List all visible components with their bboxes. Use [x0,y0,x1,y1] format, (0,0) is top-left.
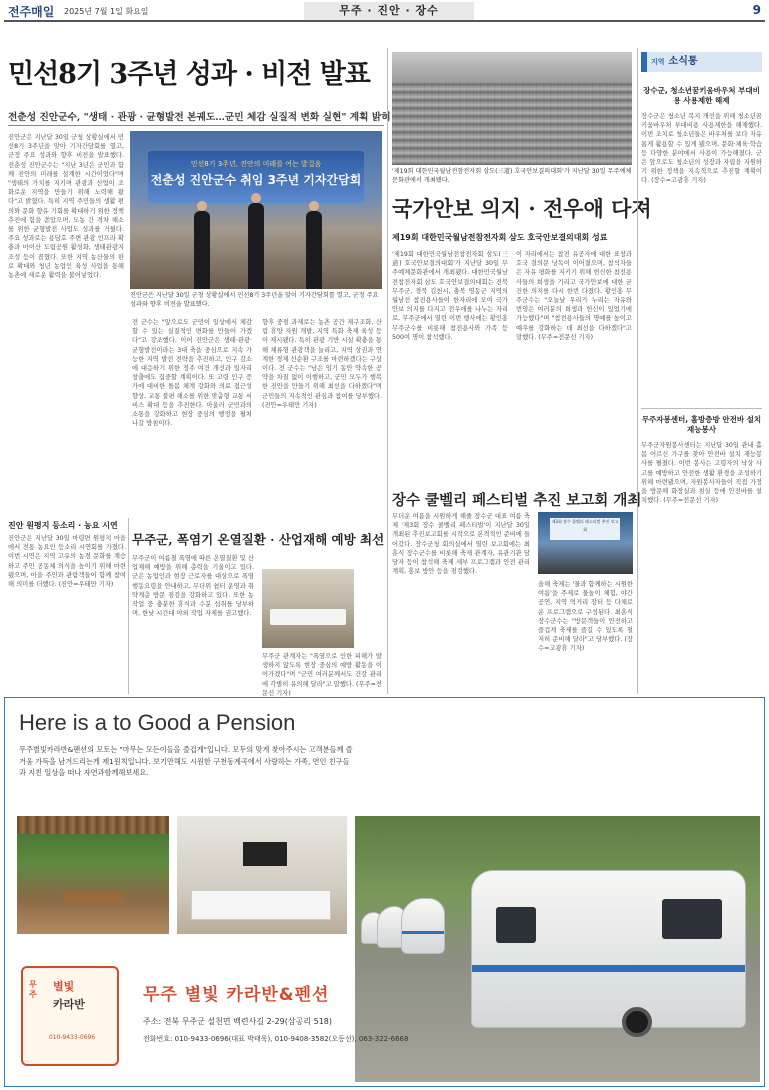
caravan [401,898,445,954]
farm-meeting-photo [262,569,354,648]
caravan-window [662,899,722,939]
jinan-box-headline: 진안 원평지 등소리 · 농요 시연 [8,521,118,530]
rally-photo-caption: '제19회 대한민국월남전참전자회 삼도(三道) 호국안보결의대회'가 지난달 30일 무주예체문화관에서 개최됐다. [392,168,632,184]
main-headline: 민선8기 3주년 성과 · 비전 발표 [8,59,370,90]
deck-photo [17,816,169,934]
page-header [4,2,765,22]
sidebar-item-2-title: 무주자봉센터, 홀방층방 안전바 설치 재능봉사 [641,415,762,434]
festival-screen: 제3회 장수 쿨벨리 페스티벌 추진 보고회 [550,518,620,540]
section-label: 무주 · 진안 · 장수 [304,2,474,20]
farm-column-2: 무주군 관계자는 "폭염으로 인한 피해가 발생하지 않도록 현장 중심의 예방 활동을 이어가겠다"며 "군민 여러분께서도 건강 관리에 각별히 유의해 달라"고 말했다. (무주=전문선 기자) [262,653,382,697]
sidebar-divider [641,408,762,409]
pergola [17,816,169,834]
column-divider [387,48,388,694]
person-figure [194,211,210,289]
main-column-2: 전 군수는 "앞으로도 군민이 일상에서 체감할 수 있는 실질적인 변화를 만들어 가겠다"고 강조했다. 이어 진안군은 생태·관광·균형발전이라는 3대 축을 중심으로 지속 가능한 지역 발전 전략을 추진하고, 인구 감소에 대응하기 위한 정주 여건 개선과 일자리 창출에도 집중할 계획이다. 또 고령 인구 증가에 대비한 돌봄 체계 강화와 의료 접근성 향상, 교통 불편 해소를 위한 맞춤형 교통 서비스 확대 등을 추진한다. 아울러 군민과의 소통을 강화하고 현장 중심의 행정을 펼쳐 나갈 방침이다. [132,319,252,428]
main-subhead: 전춘성 진안군수, "생태 · 관광 · 균형발전 본궤도…군민 체감 실질적 변화 실현" 계획 밝혀 [8,112,391,123]
festival-meeting-photo [538,512,633,574]
press-conference-photo [130,131,382,289]
pension-phone: 전화번호: 010-9433-0696(대표 박태욱), 010-9408-3582(오동선), 063-322-6668 [143,1035,409,1043]
farm-headline: 무주군, 폭염기 온열질환 · 산업재해 예방 최선 [132,532,385,547]
banner-small-text: 민선8기 3주년, 진안의 미래를 여는 발걸음 [190,160,322,168]
main-photo-caption: 진안군은 지난달 30일 군청 상황실에서 민선8기 3주년을 맞이 기자간담회를 열고, 군정 주요 성과와 향후 비전을 발표했다. [130,292,379,308]
page-number: 9 [752,3,761,17]
caravan-stripe [472,965,745,973]
festival-headline: 장수 쿨벨리 페스티벌 추진 보고회 개최 [392,492,642,509]
sidebar-header [641,52,762,72]
audience-rows [392,82,632,165]
caravan-photo [355,816,760,1082]
pension-name: 무주 별빛 카라반&펜션 [143,985,330,1005]
ad-title: Here is a to Good a Pension [19,710,296,735]
sidebar-item-2-body: 무주군자원봉사센터는 지난달 30일 관내 홀몸 어르신 가구를 찾아 안전바 설치 재능봉사를 펼쳤다. 이번 봉사는 고령자의 낙상 사고를 예방하고 안전한 생활 환경을 조성하기 위해 마련됐으며, 자원봉사자들이 직접 가정을 방문해 화장실과 침실 등에 안전바를 설치했다. (무주=전문선 기자) [641,442,762,505]
stage-area [392,52,632,82]
logo-vertical-text: 무주 [29,980,37,999]
festival-column-2: 올해 축제는 '물과 함께하는 시원한 여름'을 주제로 물놀이 체험, 야간 공연, 지역 먹거리 장터 등 다채로운 프로그램으로 구성된다. 최훈식 장수군수는 "방문객들이 안전하고 즐겁게 축제를 즐길 수 있도록 철저히 준비해 달라"고 당부했다. (장수=고광휴 기자) [538,581,633,653]
defense-headline: 국가안보 의지 · 전우애 다져 [392,196,652,221]
divider [8,125,384,126]
sidebar-item-1-body: 장수군은 청소년 복지 개선을 위해 청소년꿈키움바우처 부대비용 사용제한을 해제했다. 이번 조치로 청소년들은 바우처를 보다 자유롭게 활용할 수 있게 됐으며, 문화·체육·학습 등 다양한 분야에서 사용이 가능해졌다. 군은 앞으로도 청소년의 성장과 자립을 지원하기 위한 정책을 지속적으로 추진할 계획이다. (장수=고광휴 기자) [641,113,762,185]
person-figure [306,211,322,289]
veterans-rally-photo [392,52,632,165]
person-figure [248,203,264,289]
column-divider [637,48,638,694]
defense-subhead: 제19회 대한민국월남전참전자회 삼도 호국안보결의대회 성료 [392,233,608,242]
pension-address: 주소: 전북 무주군 설천면 백련사길 2-29(삼공리 518) [143,1017,332,1026]
sidebar-item-1-title: 장수군, 청소년꿈키움바우처 부대비용 사용제한 해제 [643,86,760,105]
sidebar-label-small: 지역 [651,58,665,66]
main-column-3: 향후 중점 과제로는 농촌 공간 재구조화, 산림 휴양 자원 개발, 지역 특화 축제 육성 등이 제시됐다. 특히 관광 기반 시설 확충을 통해 체류형 관광객을 늘리고, 지역 상권과 연계한 경제 선순환 구조를 마련하겠다는 구상이다. 전 군수는 "남은 임기 동안 약속한 공약을 차질 없이 이행하고, 군민 모두가 행복한 진안을 만들기 위해 최선을 다하겠다"며 군민들의 지속적인 관심과 참여를 당부했다. (진안=우태만 기자) [262,319,382,409]
logo-tel: 010-9433-0696 [48,1034,96,1041]
logo-line-1: 별빛 [53,980,75,993]
jinan-box-body: 진안군은 지난달 30일 마령면 원평지 마을에서 전통 농요인 등소리 시연회를 가졌다. 이번 시연은 지역 고유의 농경 문화를 계승하고 주민 공동체 의식을 높이기 위해 마련됐으며, 마을 주민과 관람객들이 함께 참여해 의미를 더했다. (진안=우태만 기자) [8,535,126,589]
caravan-stripe [402,931,444,934]
defense-column-2: 이 자리에서는 참전 유공자에 대한 표창과 호국 결의문 낭독이 이어졌으며, 참석자들은 자유 평화를 지키기 위해 헌신한 참전용사들의 희생을 기리고 국가안보에 대한 굳건한 의지를 다시 한번 다졌다. 황인홍 무주군수는 "오늘날 우리가 누리는 자유와 번영은 여러분의 희생과 헌신이 있었기에 가능했다"며 "참전용사들의 명예를 높이고 예우를 강화하는 데 최선을 다하겠다"고 말했다. (무주=전문선 기자) [516,251,632,341]
ad-intro: 무주별빛카라반&펜션의 모토는 "마무는 모든이들을 즐겁게"입니다. 모두의 맞게 찾아주시는 고객분들께 즐거움 가득을 남겨드리는게 제1원칙입니다. 보기만해도 시원한 구천동계곡에서 사랑하는 가족, 연인 친구들과 지친 일상을 떠나 자연과함께해보세요. [19,745,353,777]
newspaper-brand: 전주매일 [8,5,55,19]
picnic-table [63,892,123,902]
bed [191,890,331,920]
pension-logo [21,966,119,1066]
column-divider [128,518,129,694]
tv-set [243,842,287,866]
defense-column-1: '제19회 대한민국월남전참전자회 삼도(三道) 호국안보결의대회'가 지난달 30일 무주예체문화관에서 개최됐다. 대한민국월남전참전자회 삼도 호국안보결의대회는 전북 무주군, 경북 김천시, 충북 영동군 지역의 월남전 참전용사들이 한자리에 모여 국가안보 의지를 다지고 전우애를 나누는 자리로, 무주군에서 열린 이번 행사에는 황인홍 무주군수를 비롯해 참전용사와 가족 등 500여 명이 참석했다. [392,251,508,341]
logo-line-2: 카라반 [53,998,85,1011]
festival-column-1: 무더운 여름을 시원하게 해줄 장수군 대표 여름 축제 '제3회 장수 쿨벨리 페스티벌'이 지난달 30일 개최된 추진보고회를 시작으로 본격적인 준비에 들어갔다. 장수군청 회의실에서 열린 보고회에는 최훈식 장수군수를 비롯해 축제 관계자, 유관기관 담당자 등이 참석해 축제 세부 프로그램과 안전 관리 계획, 홍보 방안 등을 점검했다. [392,513,530,576]
pension-advertisement [4,697,765,1087]
meeting-table [270,609,346,625]
farm-column-1: 무주군이 여름철 폭염에 따른 온열질환 및 산업재해 예방을 위해 총력을 기울이고 있다. 군은 농업인과 현장 근로자를 대상으로 폭염 행동요령을 안내하고, 무더위 쉼터 운영과 취약계층 방문 점검을 강화하고 있다. 또한 농작업 중 충분한 휴식과 수분 섭취를 당부하며, 한낮 시간대 야외 작업 자제를 권고했다. [132,555,254,618]
room-photo [177,816,347,934]
caravan-window [496,907,536,943]
caravan-wheel [622,1007,652,1037]
banner-big-text: 전춘성 진안군수 취임 3주년 기자간담회 [150,173,362,187]
local-news-sidebar [641,52,762,702]
sidebar-label: 소식통 [668,56,698,67]
main-column-1: 진안군은 지난달 30일 군청 상황실에서 민선8기 3주년을 맞아 기자간담회를 열고, 군정 주요 성과와 향후 비전을 발표했다. 전춘성 진안군수는 "지난 3년은 군민과 함께 진안의 미래를 설계한 시간이었다"며 "생태의 가치를 지키며 관광과 산업이 조화로운 지역을 만들기 위해 노력해 왔다"고 밝혔다. 특히 지역 주민들의 생활 편의와 문화 향유 기회를 확대하기 위한 정책 추진에 힘을 쏟았으며, 도농 간 격차 해소를 위한 균형발전 사업도 성과를 거뒀다. 주요 성과로는 용담호 주변 관광 인프라 확충과 마이산 도립공원 활성화, 생태관광지 조성 등이 꼽혔다. 또한 지역 농산물의 판로 확대와 청년 농업인 육성 사업을 통해 농촌에 새로운 활력을 불어넣었다. [8,134,124,280]
caravan [471,870,746,1028]
issue-date: 2025년 7월 1일 화요일 [64,7,149,16]
